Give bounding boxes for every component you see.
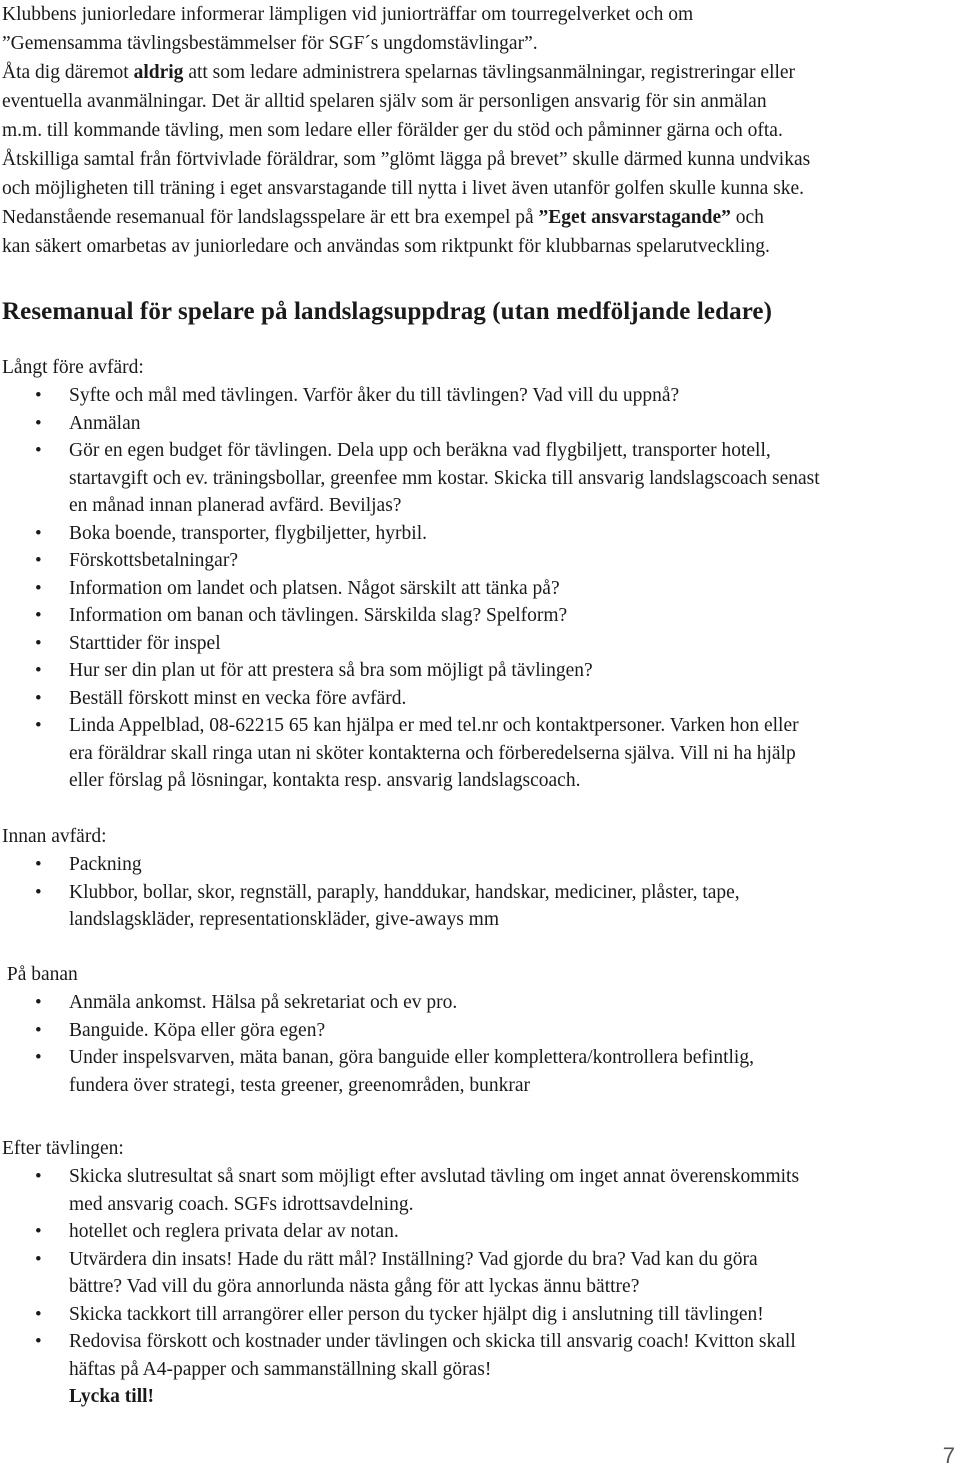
bullet-icon: •	[35, 881, 42, 903]
list-item	[2, 657, 958, 685]
section-long-before	[2, 354, 958, 795]
list-item	[2, 630, 958, 658]
list-item-text: era föräldrar skall ringa utan ni sköter kontakterna och förberedelserna själva. Vill ni ha hjälp	[69, 742, 796, 764]
intro-text: att som ledare administrera spelarnas tävlingsanmälningar, registreringar eller	[183, 62, 796, 83]
list-item-text: startavgift och ev. träningsbollar, greenfee mm kostar. Skicka till ansvarig landslagscoach senast	[69, 467, 820, 489]
manual-heading: Resemanual för spelare på landslagsuppdrag (utan medföljande ledare)	[2, 298, 773, 325]
list-item	[2, 851, 958, 879]
bullet-icon: •	[35, 992, 42, 1013]
list-item-text: hotellet och reglera privata delar av notan.	[69, 1221, 399, 1242]
bullet-icon: •	[35, 715, 42, 736]
list-item-text: Linda Appelblad, 08-62215 65 kan hjälpa er med tel.nr och kontaktpersoner. Varken hon eller	[69, 715, 799, 736]
section-course	[2, 961, 958, 1099]
list-item-text: Skicka slutresultat så snart som möjligt efter avslutad tävling om inget annat överenskommits	[69, 1166, 800, 1187]
list-item-text: Utvärdera din insats! Hade du rätt mål? Inställning? Vad gjorde du bra? Vad kan du göra	[69, 1248, 758, 1270]
intro-line: eventuella avanmälningar. Det är alltid spelaren själv som är personligen ansvarig för sin anmälan	[2, 91, 767, 112]
bullet-icon: •	[35, 440, 42, 461]
bullet-icon: •	[35, 412, 42, 434]
list-item	[2, 879, 958, 934]
list-item-text: Förskottsbetalningar?	[69, 550, 238, 571]
list-item	[2, 1163, 958, 1218]
list-item-text: bättre? Vad vill du göra annorlunda nästa gång för att lyckas ännu bättre?	[69, 1276, 640, 1297]
intro-text: Nedanstående resemanual för landslagsspelare är ett bra exempel på	[2, 207, 539, 228]
list-item	[2, 1301, 958, 1329]
list-item	[2, 437, 958, 520]
list-item-text: Redovisa förskott och kostnader under tävlingen och skicka till ansvarig coach! Kvitton skall	[69, 1331, 796, 1352]
bullet-icon: •	[35, 522, 42, 544]
list-item	[2, 547, 958, 575]
bullet-icon: •	[35, 632, 42, 654]
list-item-text: Information om landet och platsen. Något särskilt att tänka på?	[69, 577, 560, 599]
intro-line	[2, 58, 958, 87]
bullet-icon: •	[35, 687, 42, 709]
section-title: Innan avfärd:	[2, 826, 107, 847]
list-item-text: Gör en egen budget för tävlingen. Dela upp och beräkna vad flygbiljett, transporter hotell,	[69, 440, 771, 461]
bullet-icon: •	[35, 660, 42, 681]
intro-line	[2, 203, 958, 232]
bullet-list	[2, 989, 958, 1099]
list-item-text: Skicka tackkort till arrangörer eller person du tycker hjälpt dig i anslutning till tävlingen!	[69, 1303, 764, 1325]
list-item-text: Information om banan och tävlingen. Särskilda slag? Spelform?	[69, 605, 568, 626]
list-item	[2, 575, 958, 603]
section-before	[2, 823, 958, 934]
bullet-icon: •	[35, 1019, 42, 1041]
page-number: 7	[942, 1443, 955, 1468]
bullet-icon: •	[35, 577, 42, 599]
intro-line: kan säkert omarbetas av juniorledare och användas som riktpunkt för klubbarnas spelarutveckling.	[2, 236, 770, 257]
bullet-list	[2, 382, 958, 795]
list-item	[2, 685, 958, 713]
section-title: På banan	[2, 964, 78, 985]
list-item-text: Hur ser din plan ut för att prestera så bra som möjligt på tävlingen?	[69, 660, 593, 681]
section-title: Efter tävlingen:	[2, 1138, 124, 1159]
list-item-text: en månad innan planerad avfärd. Beviljas?	[69, 495, 402, 516]
list-item	[2, 1246, 958, 1301]
intro-emphasis: ”Eget ansvarstagande”	[538, 207, 731, 228]
list-item-text: med ansvarig coach. SGFs idrottsavdelning.	[69, 1193, 414, 1215]
list-item-text: Packning	[69, 854, 142, 875]
bullet-icon: •	[35, 1331, 42, 1352]
intro-line: Klubbens juniorledare informerar lämpligen vid juniorträffar om tourregelverket och om	[2, 4, 694, 25]
bullet-icon: •	[35, 1047, 42, 1068]
list-item-text: Anmäla ankomst. Hälsa på sekretariat och ev pro.	[69, 992, 458, 1013]
bullet-icon: •	[35, 1221, 42, 1242]
list-item-text: eller förslag på lösningar, kontakta resp. ansvarig landslagscoach.	[69, 770, 581, 791]
list-item	[2, 602, 958, 630]
list-item	[2, 520, 958, 548]
intro-line: Åtskilliga samtal från förtvivlade föräldrar, som ”glömt lägga på brevet” skulle därmed kunna undvikas	[2, 149, 811, 170]
list-item	[2, 989, 958, 1017]
bullet-icon: •	[35, 605, 42, 626]
intro-line: ”Gemensamma tävlingsbestämmelser för SGF´s ungdomstävlingar”.	[2, 33, 538, 54]
bullet-list	[2, 851, 958, 934]
bullet-icon: •	[35, 550, 42, 571]
list-item	[2, 410, 958, 438]
bullet-icon: •	[35, 1248, 42, 1270]
intro-emphasis: aldrig	[133, 62, 184, 83]
intro-line: m.m. till kommande tävling, men som ledare eller förälder ger du stöd och påminner gärna och ofta.	[2, 120, 783, 141]
bullet-icon: •	[35, 385, 42, 406]
list-item-text: Syfte och mål med tävlingen. Varför åker du till tävlingen? Vad vill du uppnå?	[69, 385, 680, 406]
section-title: Långt före avfärd:	[2, 357, 144, 378]
intro-text: Åta dig däremot	[2, 62, 134, 83]
bullet-icon: •	[35, 1303, 42, 1325]
intro-text: och	[730, 207, 764, 228]
list-item	[2, 1218, 958, 1246]
list-item-text: Boka boende, transporter, flygbiljetter, hyrbil.	[69, 522, 428, 544]
intro-paragraph	[2, 0, 958, 261]
bullet-icon: •	[35, 1166, 42, 1187]
list-item-text: Anmälan	[69, 412, 141, 434]
list-item	[2, 382, 958, 410]
list-item-text: Starttider för inspel	[69, 632, 221, 654]
list-item-text: Under inspelsvarven, mäta banan, göra banguide eller komplettera/kontrollera befintlig,	[69, 1047, 754, 1068]
list-item-text: häftas på A4-papper och sammanställning skall göras!	[69, 1358, 492, 1380]
list-item-text: Banguide. Köpa eller göra egen?	[69, 1019, 326, 1041]
section-after	[2, 1135, 958, 1411]
intro-line: och möjligheten till träning i eget ansvarstagande till nytta i livet även utanför golfen skulle kunna ske.	[2, 178, 804, 199]
bullet-icon: •	[35, 854, 42, 875]
list-item-text: Beställ förskott minst en vecka före avfärd.	[69, 687, 407, 709]
list-item-text: fundera över strategi, testa greener, greenområden, bunkrar	[69, 1074, 531, 1096]
list-item	[2, 712, 958, 795]
closing-text: Lycka till!	[69, 1386, 155, 1407]
list-item	[2, 1044, 958, 1099]
list-item	[2, 1328, 958, 1383]
list-item-text: Klubbor, bollar, skor, regnställ, paraply, handdukar, handskar, mediciner, plåster, tape,	[69, 881, 740, 903]
list-item-text: landslagskläder, representationskläder, give-aways mm	[69, 909, 499, 930]
list-item	[2, 1017, 958, 1045]
bullet-list	[2, 1163, 958, 1383]
